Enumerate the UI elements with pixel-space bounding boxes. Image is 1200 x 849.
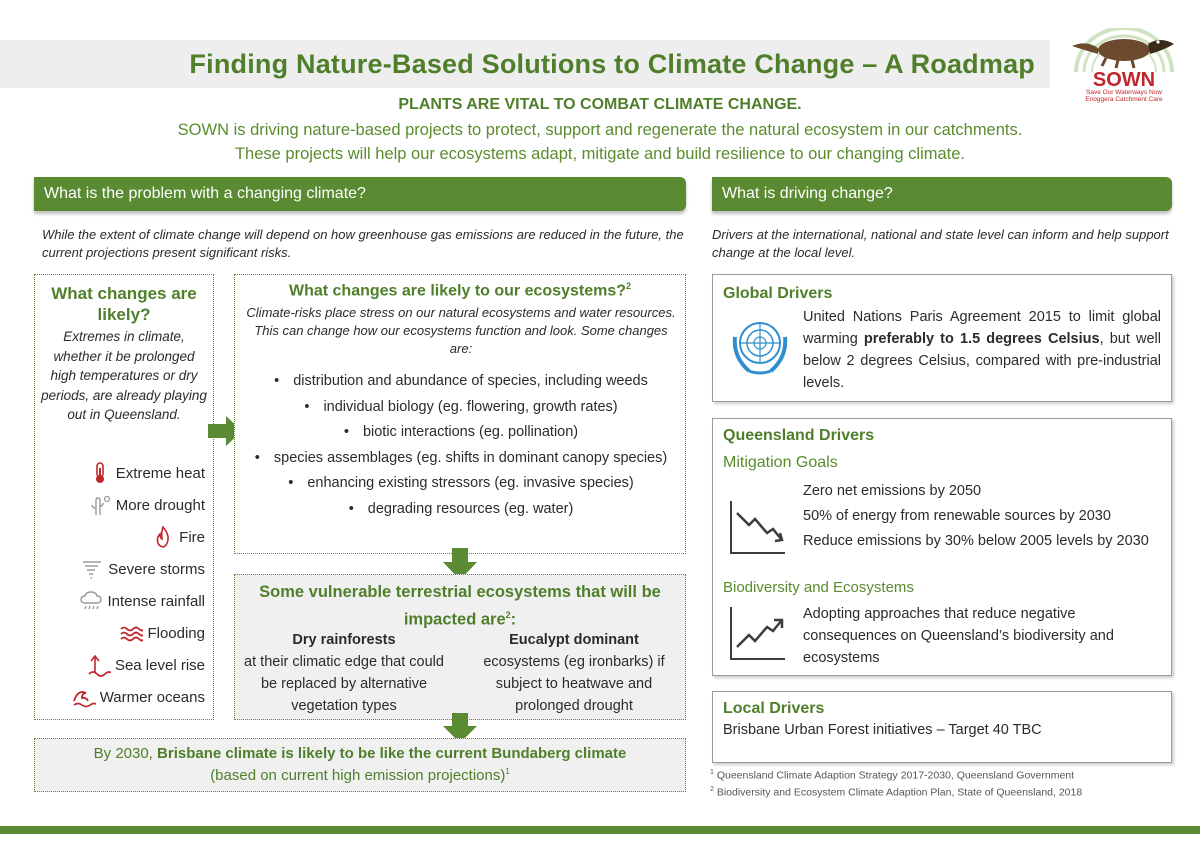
thermometer-icon (88, 461, 112, 485)
risk-item (88, 461, 205, 485)
ecosystem-changes-title: What changes are likely to our ecosystems?$^2$ (288, 281, 632, 300)
sea-level-rise-icon (87, 653, 111, 677)
risk-item (72, 685, 205, 709)
risk-label: Severe storms (108, 560, 205, 578)
trend-up-chart-icon (727, 603, 787, 663)
intro-line-1: SOWN is driving nature-based projects to protect, support and regenerate the natural ecosystem in our catchments. (177, 121, 1023, 139)
drivers-note: Drivers at the international, national and state level can inform and help support change at the local level. (712, 227, 1169, 260)
list-item: • biotic interactions (eg. pollination) (245, 422, 677, 442)
risk-label: Extreme heat (115, 464, 205, 482)
tornado-icon (80, 557, 104, 581)
local-drivers-panel (712, 691, 1172, 763)
vulnerable-ecosystems-title: Some vulnerable terrestrial ecosystems that will be impacted are$^2$: (259, 583, 661, 629)
list-item: • species assemblages (eg. shifts in dominant canopy species) (245, 448, 677, 468)
risk-item (119, 621, 205, 645)
biodiversity-text: Adopting approaches that reduce negative consequences on Queensland’s biodiversity and ecosystems (803, 606, 1114, 666)
un-emblem-icon (727, 313, 793, 379)
likely-changes-title: What changes are likely? (51, 284, 197, 324)
risk-item (79, 589, 205, 613)
likely-changes-description: Extremes in climate, whether it be prolonged high temperatures or dry periods, are already playing out in Queensland. (41, 329, 207, 423)
biodiversity-heading: Biodiversity and Ecosystems (723, 579, 914, 596)
global-drivers-title: Global Drivers (723, 285, 833, 302)
dry-rainforests-column: Dry rainforests at their climatic edge that could be replaced by alternative vegetation types (244, 632, 444, 714)
flood-waves-icon (119, 621, 143, 645)
ecosystem-changes-description: Climate-risks place stress on our natural ecosystems and water resources. This can change how our ecosystems function and look. Some changes are: (246, 305, 676, 356)
risk-label: More drought (115, 496, 205, 514)
risk-item (88, 493, 205, 517)
ocean-wave-icon (72, 685, 96, 709)
likely-changes-panel (34, 274, 214, 720)
ecosystem-changes-list (245, 371, 677, 524)
risk-label: Warmer oceans (99, 688, 205, 706)
queensland-drivers-panel (712, 418, 1172, 676)
flame-icon (151, 525, 175, 549)
list-item: • distribution and abundance of species, including weeds (245, 371, 677, 391)
ecosystem-changes-panel (234, 274, 686, 554)
logo-tagline: Save Our Waterways Now Enoggera Catchment Care (1085, 89, 1163, 103)
list-item: • degrading resources (eg. water) (245, 499, 677, 519)
list-item: • enhancing existing stressors (eg. invasive species) (245, 473, 677, 493)
mitigation-goal-item: Reduce emissions by 30% below 2005 levels by 2030 (803, 533, 1149, 549)
bundaberg-statement: By 2030, Brisbane climate is likely to be like the current Bundaberg climate (93, 745, 627, 762)
logo-wordmark: SOWN (1092, 69, 1156, 91)
risk-label: Sea level rise (114, 656, 205, 674)
page-title: Finding Nature-Based Solutions to Climate Change – A Roadmap (189, 49, 1035, 79)
risk-item (87, 653, 205, 677)
footnotes (710, 766, 1180, 799)
intro-heading: PLANTS ARE VITAL TO COMBAT CLIMATE CHANGE. (398, 96, 802, 113)
risk-label: Intense rainfall (107, 592, 205, 610)
eucalypt-column: Eucalypt dominant ecosystems (eg ironbarks) if subject to heatwave and prolonged drought (483, 632, 665, 714)
rain-cloud-icon (79, 589, 103, 613)
risk-label: Flooding (147, 624, 205, 642)
risk-item (151, 525, 205, 549)
cactus-sun-icon (88, 493, 112, 517)
problem-note: While the extent of climate change will depend on how greenhouse gas emissions are reduced in the future, the current projections present significant risks. (42, 227, 684, 260)
queensland-drivers-title: Queensland Drivers (723, 427, 875, 444)
problem-section-header: What is the problem with a changing climate? (34, 177, 686, 211)
mitigation-goal-item: Zero net emissions by 2050 (803, 483, 982, 499)
risk-item (80, 557, 205, 581)
footnote-item: $^1$ Queensland Climate Adaption Strategy 2017-2030, Queensland Government (710, 769, 1075, 782)
drivers-section-header: What is driving change? (712, 177, 1172, 211)
bundaberg-note: (based on current high emission projections)$^1$ (210, 767, 510, 784)
intro-line-2: These projects will help our ecosystems adapt, mitigate and build resilience to our changing climate. (234, 145, 966, 163)
local-drivers-title: Local Drivers (723, 700, 825, 717)
footnote-item: $^2$ Biodiversity and Ecosystem Climate Adaption Plan, State of Queensland, 2018 (710, 785, 1083, 798)
vulnerable-ecosystems-panel (234, 574, 686, 720)
bundaberg-climate-panel (34, 738, 686, 792)
mitigation-goal-item: 50% of energy from renewable sources by 2030 (803, 508, 1111, 524)
mitigation-goals-heading: Mitigation Goals (723, 454, 838, 471)
global-drivers-text: United Nations Paris Agreement 2015 to limit global warming preferably to 1.5 degrees Celsius, but well below 2 degrees Celsius, compared with pre-industrial levels. (803, 309, 1161, 391)
risk-label: Fire (179, 528, 205, 546)
global-drivers-panel (712, 274, 1172, 402)
trend-down-chart-icon (727, 497, 787, 557)
list-item: • individual biology (eg. flowering, growth rates) (245, 397, 677, 417)
bottom-bar (0, 826, 1200, 834)
local-drivers-text: Brisbane Urban Forest initiatives – Target 40 TBC (723, 722, 1042, 738)
